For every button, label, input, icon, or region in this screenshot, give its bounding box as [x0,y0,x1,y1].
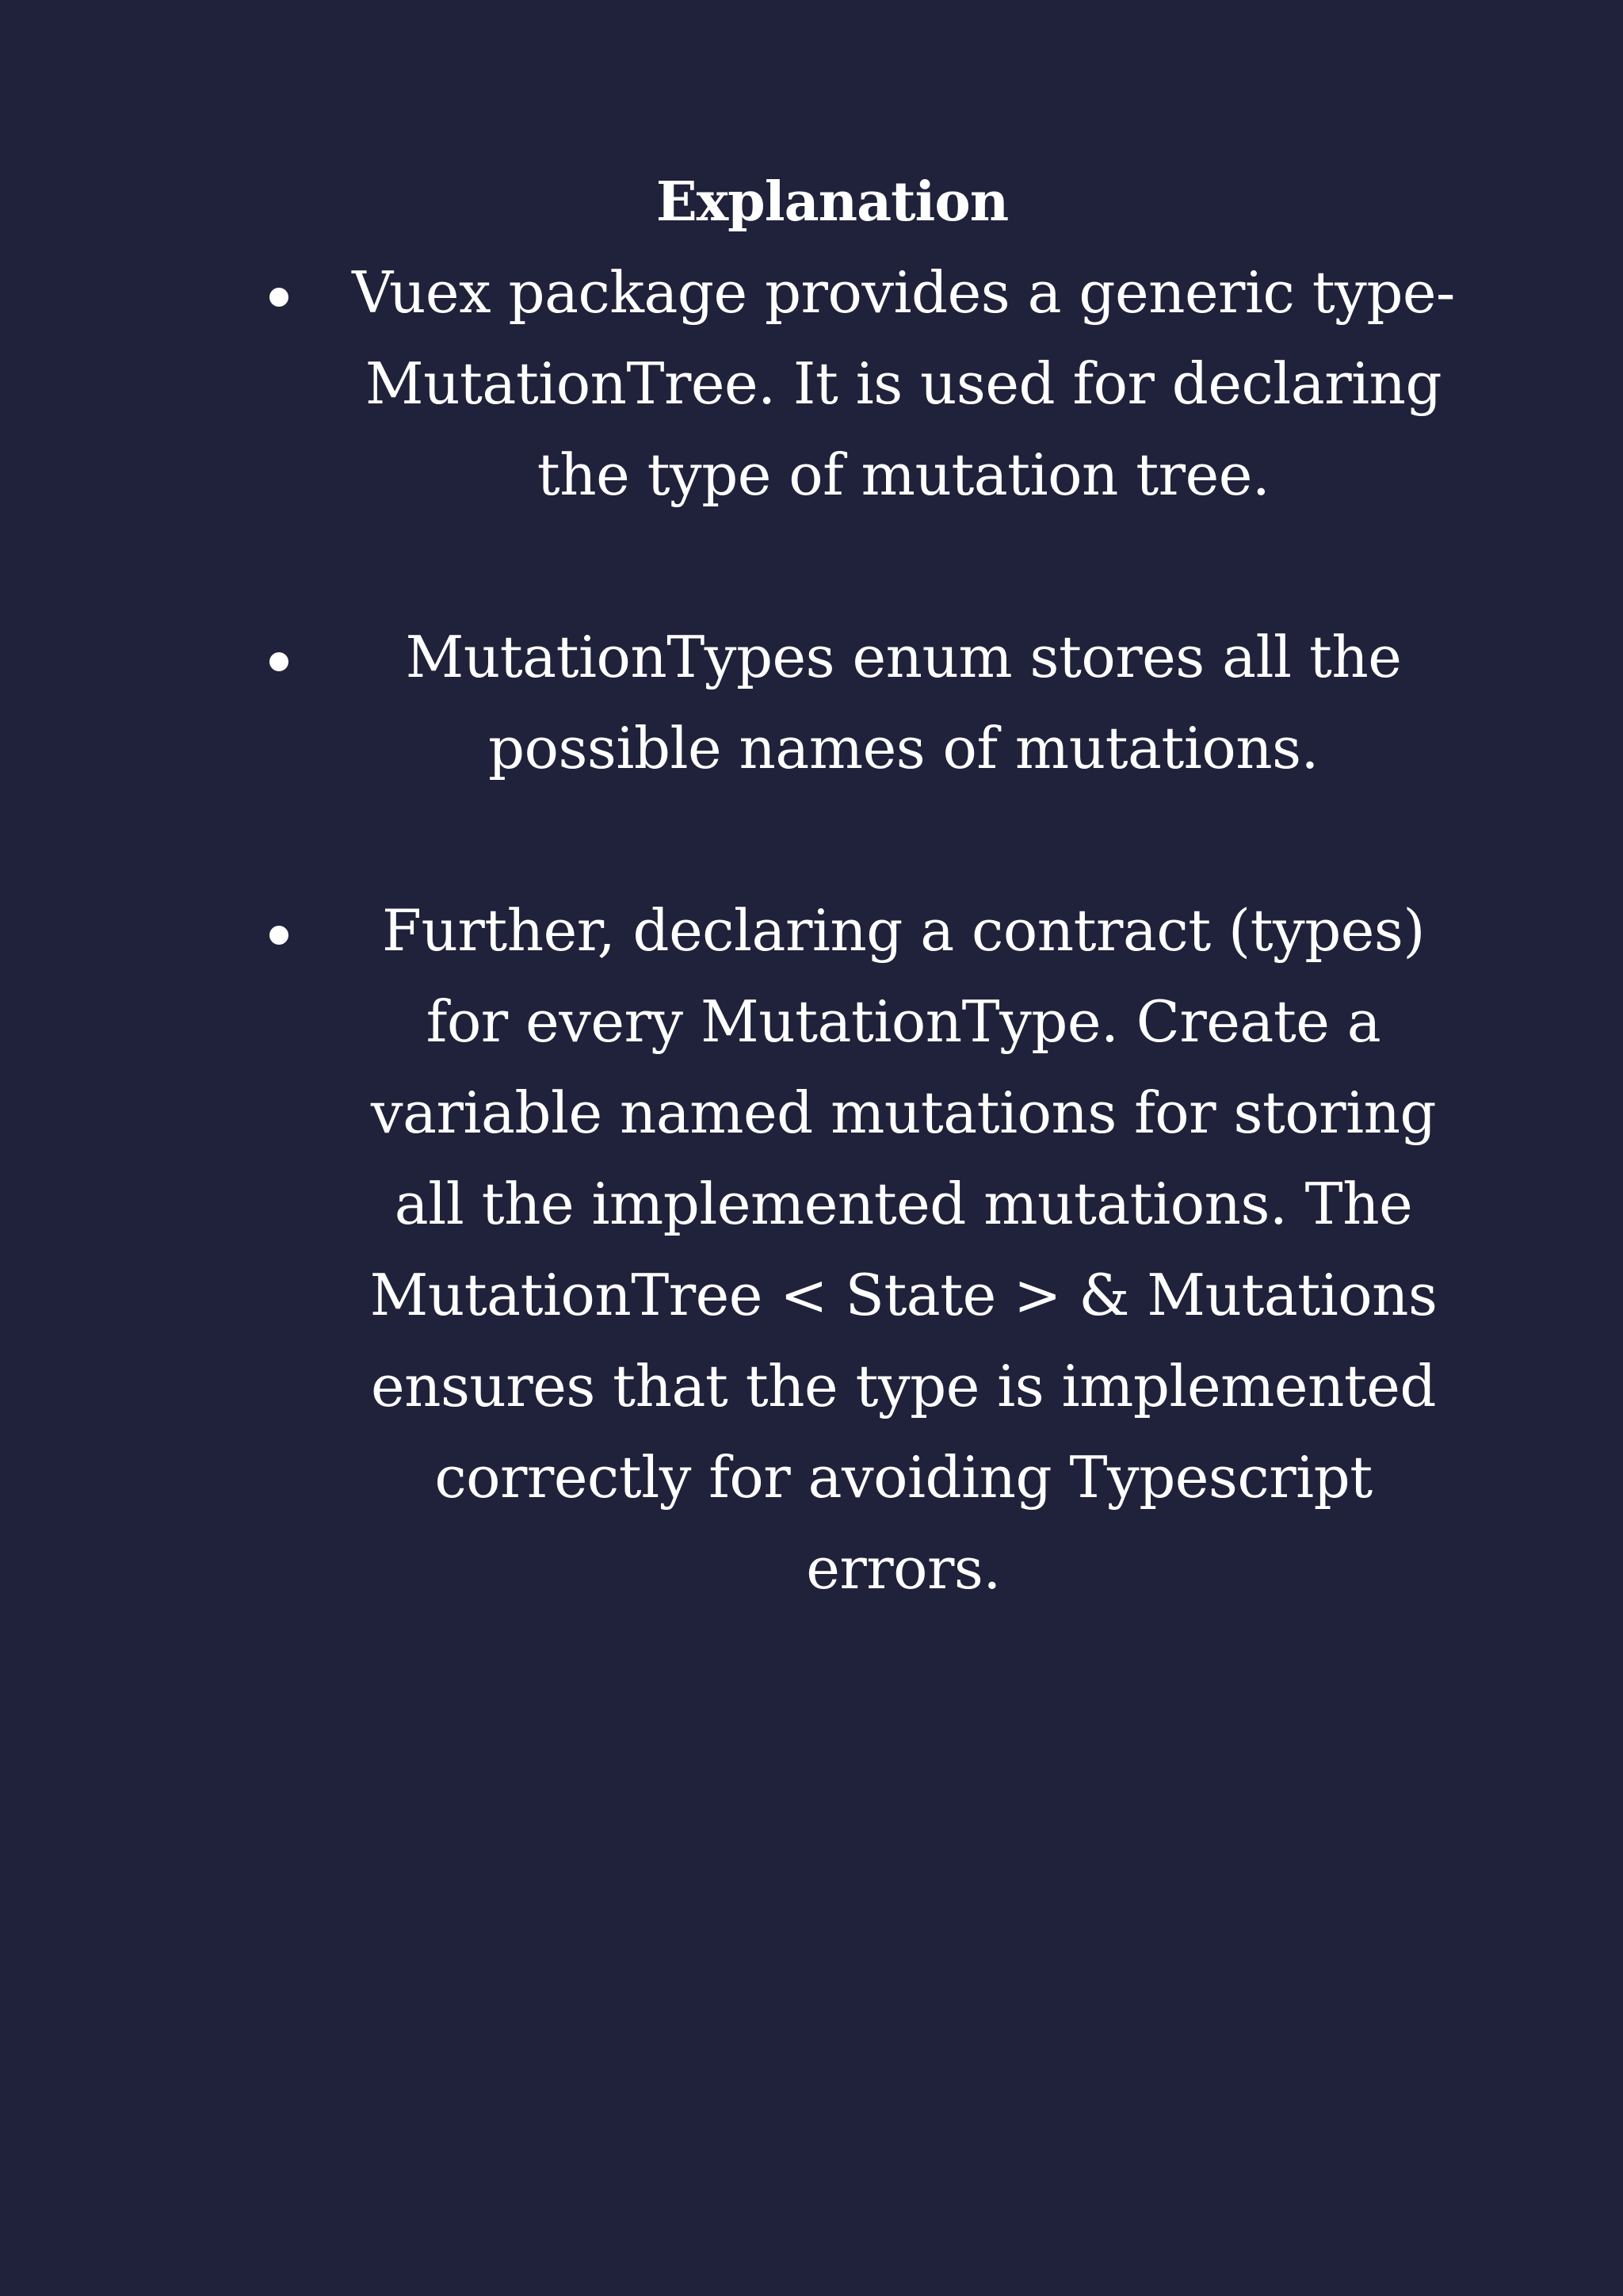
list-item-text: MutationTypes enum stores all the possible names of mutations. [405,624,1402,781]
bullet-icon [269,652,288,671]
list-item-text: Further, declaring a contract (types) for every MutationType. Create a variable named mutations for storing all the implemented mutations. The MutationTree < State > & Mutations ensures that the type is implemented correctly for avoiding Typescript errors. [369,897,1438,1602]
list-item-text: Vuex package provides a generic type- MutationTree. It is used for declaring the type of mutation tree. [352,259,1455,508]
bullet-icon [269,926,288,945]
page-title: Explanation [655,170,1009,234]
bullet-icon [269,288,288,307]
